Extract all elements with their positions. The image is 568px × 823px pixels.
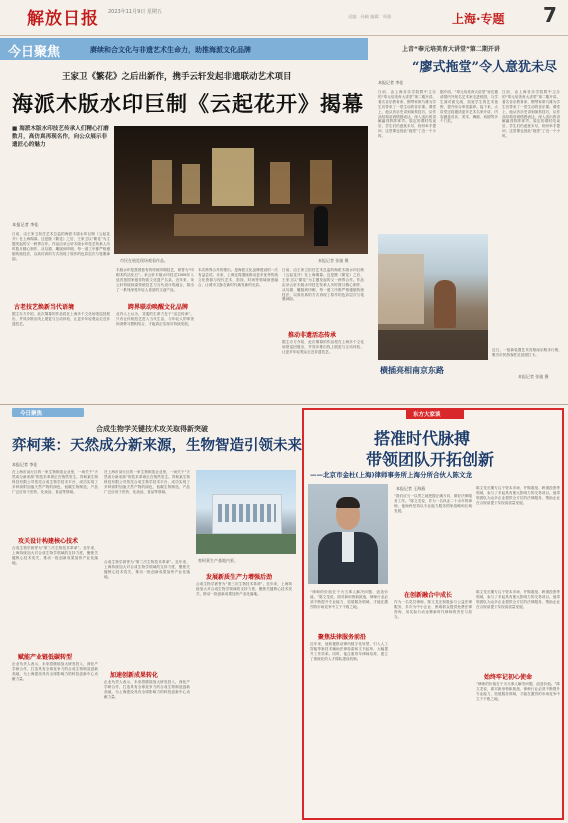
featured-title-1: 搭准时代脉搏 (374, 429, 471, 448)
science-subhead-4: 加速创新成果转化 (110, 672, 159, 679)
today-body-2: 据主办方介绍，此次揭幕的作品将在上海多个文化场馆巡回展出，并同步推出线上展览与互动体验，让更多年轻观众走近非遗技艺。 (12, 312, 110, 326)
right-story-byline: 本报记者 李佳 (378, 80, 404, 85)
today-byline: 本报记者 李佳 (12, 222, 39, 227)
featured-title-2: 带领团队开拓创新 (366, 450, 495, 469)
exhibition-photo-caption: 市民在展览现场观看作品。 (120, 258, 168, 263)
science-body-3: 企业负责人表示，未来将继续加大研发投入，深化产学研合作，打造具有全球竞争力的合成生物制造创新高地，为上海建设具有全球影响力的科技创新中心贡献力量。 (12, 662, 98, 681)
today-lede: ■ 海派木版水印技艺传承人们精心打磨数月，高仿真再现名作，向公众展示非遗匠心的魅力 (12, 126, 109, 148)
today-body-1: 日前，由王家卫担任艺术总监的海派木版水印巨制《云起花开》在上海揭幕。这是继《繁花》之后，王家卫以“繁花”为主题发起的又一跨界合作。作品由朵云轩木版水印技艺传承人历时数月精心制作，从勾描、雕版到印刷，每一道工序都严格遵循传统技法，以高仿真的方式再现了原作的色彩层次与笔墨神韵。 (12, 232, 110, 261)
science-banner-tag: 今日聚焦 (20, 411, 43, 417)
featured-body-3: 近年来，他积极推动律所数字化转型，引入人工智能等新技术辅助法律检索和文书起草，大幅提升工作效率。同时，他注重青年律师培养，建立了系统化的人才梯队建设机制。 (310, 642, 388, 661)
photo-artwork-5 (310, 160, 332, 204)
featured-byline: 本报记者 王海燕 (396, 486, 426, 491)
featured-tag-label: 东方大家谈 (413, 412, 441, 418)
factory-photo-trees (196, 534, 296, 554)
photo-artwork-2 (182, 164, 200, 204)
science-byline: 本报记者 李佳 (12, 462, 38, 467)
today-headline: 海派木版水印巨制《云起花开》揭幕 (12, 91, 364, 116)
science-banner (12, 408, 84, 417)
science-kicker: 合成生物学关键技术攻关取得新突破 (96, 425, 208, 433)
street-photo (378, 234, 488, 360)
issue-date: 2023年11月9日 星期五 (108, 9, 162, 15)
today-body-3: 木版水印是我国独有的传统印刷技艺，被誉为“印刷术的活化石”。朵云轩木版水印技艺2006年入选首批国家级非物质文化遗产名录。近年来，朵云轩持续探索传统技艺与当代设计的融合，推出了一系列深受年轻人喜爱的文创产品。 (116, 268, 194, 292)
science-body-1: 在上海市闵行区的一家生物制造企业里，一场关于“天然成分新来源”的技术革命正在悄然发生。弈柯莱生物科技有限公司依托合成生物学技术平台，成功实现了多种高附加值天然产物的绿色、低碳生物制造，产品广泛应用于医药、化妆品、食品等领域。 (12, 470, 98, 494)
right-story-body-1: 日前，由上海音乐学院附中主办的“奉元培美育大讲堂”第二期开讲。著名音乐教育家、钢琴家廖乃雄为学生们带来了一堂生动的音乐课。课堂上，他从音乐史讲到演奏技巧，从作品结构讲到情感表达，深入浅出的讲解赢得阵阵掌声。原定的课时结束后，学生们仍意犹未尽，纷纷举手提问，这堂课也因此“拖堂”了近一个小时。 (378, 90, 436, 139)
today-focus-kicker: 赓续和合文化与非遗艺术生命力，助推海派文化品牌 (90, 46, 251, 54)
featured-subtitle: ——北京市金杜(上海)律师事务所上海分所合伙人陈文龙 (310, 471, 472, 479)
science-body-7: 合成生物学被誉为“第三次生物技术革命”。近年来，上海持续加大对合成生物学领域的支持力度，聚焦关键核心技术攻关，推动一批创新成果加快产业化落地。 (196, 582, 292, 596)
today-body-6: 日前，由王家卫担任艺术总监的海派木版水印巨制《云起花开》在上海揭幕。这是继《繁花》之后，王家卫以“繁花”为主题发起的又一跨界合作。作品由朵云轩木版水印技艺传承人历时数月精心制作，从勾描、雕版到印刷，每一道工序都严格遵循传统技法，以高仿真的方式再现了原作的色彩层次与笔墨神韵。 (282, 268, 364, 302)
factory-photo (196, 470, 296, 554)
today-body-7: 据主办方介绍，此次揭幕的作品将在上海多个文化场馆巡回展出，并同步推出线上展览与互动体验，让更多年轻观众走近非遗技艺。 (282, 340, 364, 354)
featured-section-3: 始终牢记初心使命 (484, 674, 533, 681)
featured-box (302, 408, 564, 820)
science-subhead-1: 攻关设计构建核心技术 (18, 538, 79, 545)
featured-portrait (308, 484, 388, 584)
featured-section-1: 聚焦法律服务前沿 (318, 634, 367, 641)
factory-photo-caption: 弈柯莱生产基地内景。 (198, 558, 238, 563)
featured-body-5: 陈文龙长期专注于资本市场、并购重组、跨境投资等领域，参与了多起具有重大影响力的交易项目。他带领团队为众多企业提供全方位的法律服务，帮助企业在合规前提下实现高质量发展。 (476, 590, 560, 609)
right-story-body-3: 日前，由上海音乐学院附中主办的“奉元培美育大讲堂”第二期开讲。著名音乐教育家、钢琴家廖乃雄为学生们带来了一堂生动的音乐课。课堂上，他从音乐史讲到演奏技巧，从作品结构讲到情感表达，深入浅出的讲解赢得阵阵掌声。原定的课时结束后，学生们仍意犹未尽，纷纷举手提问，这堂课也因此“拖堂”了近一个小时。 (502, 90, 560, 139)
featured-quote: “我们应当一以贯之地把握正确方向，做好法律服务工作。”陈文龙说，作为一名执业二十余年的律师，他始终坚持以专业能力服务国家战略和区域发展。 (394, 494, 472, 513)
factory-photo-windows (218, 504, 276, 522)
street-photo-crowd (378, 330, 488, 360)
featured-tag (406, 409, 464, 419)
section-divider (0, 404, 568, 405)
science-body-4: 在上海市闵行区的一家生物制造企业里，一场关于“天然成分新来源”的技术革命正在悄然发生。弈柯莱生物科技有限公司依托合成生物学技术平台，成功实现了多种高附加值天然产物的绿色、低碳生物制造，产品广泛应用于医药、化妆品、食品等领域。 (104, 470, 190, 494)
portrait-hair (336, 497, 360, 508)
featured-body-1: 陈文龙长期专注于资本市场、并购重组、跨境投资等领域，参与了多起具有重大影响力的交易项目。他带领团队为众多企业提供全方位的法律服务，帮助企业在合规前提下实现高质量发展。 (476, 486, 560, 505)
today-subhead-3: 推动非遗活态传承 (288, 332, 337, 339)
today-body-5: 本次跨界合作的推出，是海派文化品牌建设的一次有益尝试。未来，上海还将继续推动更多优秀传统文化资源与现代艺术、影视、时尚等领域深度融合，让城市文脉在新时代焕发新的光彩。 (198, 268, 278, 287)
right-story-body-2: 据介绍，“奉元培美育大讲堂”旨在邀请国内外知名艺术家走进校园，与学生面对面交流，拓宽学生的艺术视野，提升综合审美素养。接下来，大讲堂还将邀请更多艺术名家开讲，内容涵盖音乐、美术、舞蹈、戏剧等多个门类。 (440, 90, 498, 124)
page-number: 7 (543, 3, 557, 27)
featured-section-2: 在创新融合中成长 (404, 592, 453, 599)
today-focus-banner (0, 38, 368, 60)
photo-artwork-1 (152, 160, 172, 204)
today-subhead-1: 古老技艺焕新当代语境 (14, 304, 75, 311)
photo-visitor (314, 206, 328, 246)
photo-display-case (174, 214, 304, 236)
street-photo-credit: 本报记者 张驰 摄 (518, 374, 549, 379)
science-subhead-3: 发展新质生产力增强后劲 (206, 574, 273, 581)
right-story-kicker: 上音“奉元培美育大讲堂”第二期开讲 (402, 46, 500, 53)
featured-body-2: “律师的价值在于为当事人解决问题、创造价值。”陈文龙说，面对新形势新挑战，律师行业必须不断提升专业能力，拓展服务领域，才能在激烈的市场竞争中立于不败之地。 (310, 590, 388, 609)
masthead (0, 0, 568, 36)
section-name: 上海·专题 (452, 12, 505, 26)
featured-body-4: 作为一名党员律师，陈文龙还积极参与公益法律服务，多次为中小企业、困难群众提供免费法律咨询，用实际行动诠释新时代律师的责任与担当。 (394, 600, 472, 619)
photo-artwork-4 (270, 162, 290, 204)
today-subhead-2: 跨界联动唤醒文化品牌 (128, 304, 189, 311)
street-photo-sculpture (434, 280, 456, 328)
newspaper-logo: 解放日报 (27, 9, 99, 29)
today-focus-tag: 今日聚焦 (8, 45, 61, 60)
science-body-6: 企业负责人表示，未来将继续加大研发投入，深化产学研合作，打造具有全球竞争力的合成生物制造创新高地，为上海建设具有全球影响力的科技创新中心贡献力量。 (104, 680, 190, 699)
exhibition-photo (114, 126, 368, 254)
science-subhead-2: 赋能产业链低碳转型 (18, 654, 73, 661)
street-photo-title: 横插亮相南京东路 (380, 366, 444, 375)
right-story-headline: “廖式拖堂”令人意犹未尽 (412, 60, 557, 75)
featured-body-6: “律师的价值在于为当事人解决问题、创造价值。”陈文龙说，面对新形势新挑战，律师行业必须不断提升专业能力，拓展服务领域，才能在激烈的市场竞争中立于不败之地。 (476, 682, 560, 701)
portrait-shirt (342, 532, 354, 562)
photo-artwork-3 (212, 148, 254, 206)
today-deck: 王家卫《繁花》之后出新作，携手云轩发起非遗联动艺术项目 (62, 72, 292, 82)
exhibition-photo-credit: 本报记者 张驰 摄 (318, 258, 349, 263)
science-headline: 弈柯莱：天然成分新来源，生物智造引领未来 (12, 437, 302, 454)
street-photo-caption: 近日，一批新装置艺术亮相南京路步行街，吸引市民游客驻足拍照打卡。 (492, 348, 562, 357)
editor-line: 责编：孙颖 编辑：周强 (348, 14, 392, 19)
science-body-2: 合成生物学被誉为“第三次生物技术革命”。近年来，上海持续加大对合成生物学领域的支持力度，聚焦关键核心技术攻关，推动一批创新成果加快产业化落地。 (12, 546, 98, 565)
science-body-5: 合成生物学被誉为“第三次生物技术革命”。近年来，上海持续加大对合成生物学领域的支持力度，聚焦关键核心技术攻关，推动一批创新成果加快产业化落地。 (104, 560, 190, 579)
street-photo-building (378, 254, 424, 324)
today-body-4: 业内人士认为，非遗的生命力在于“活态传承”。只有让传统技艺进入当代生活，与年轻人的审美和消费习惯相结合，才能真正实现可持续发展。 (116, 312, 194, 326)
